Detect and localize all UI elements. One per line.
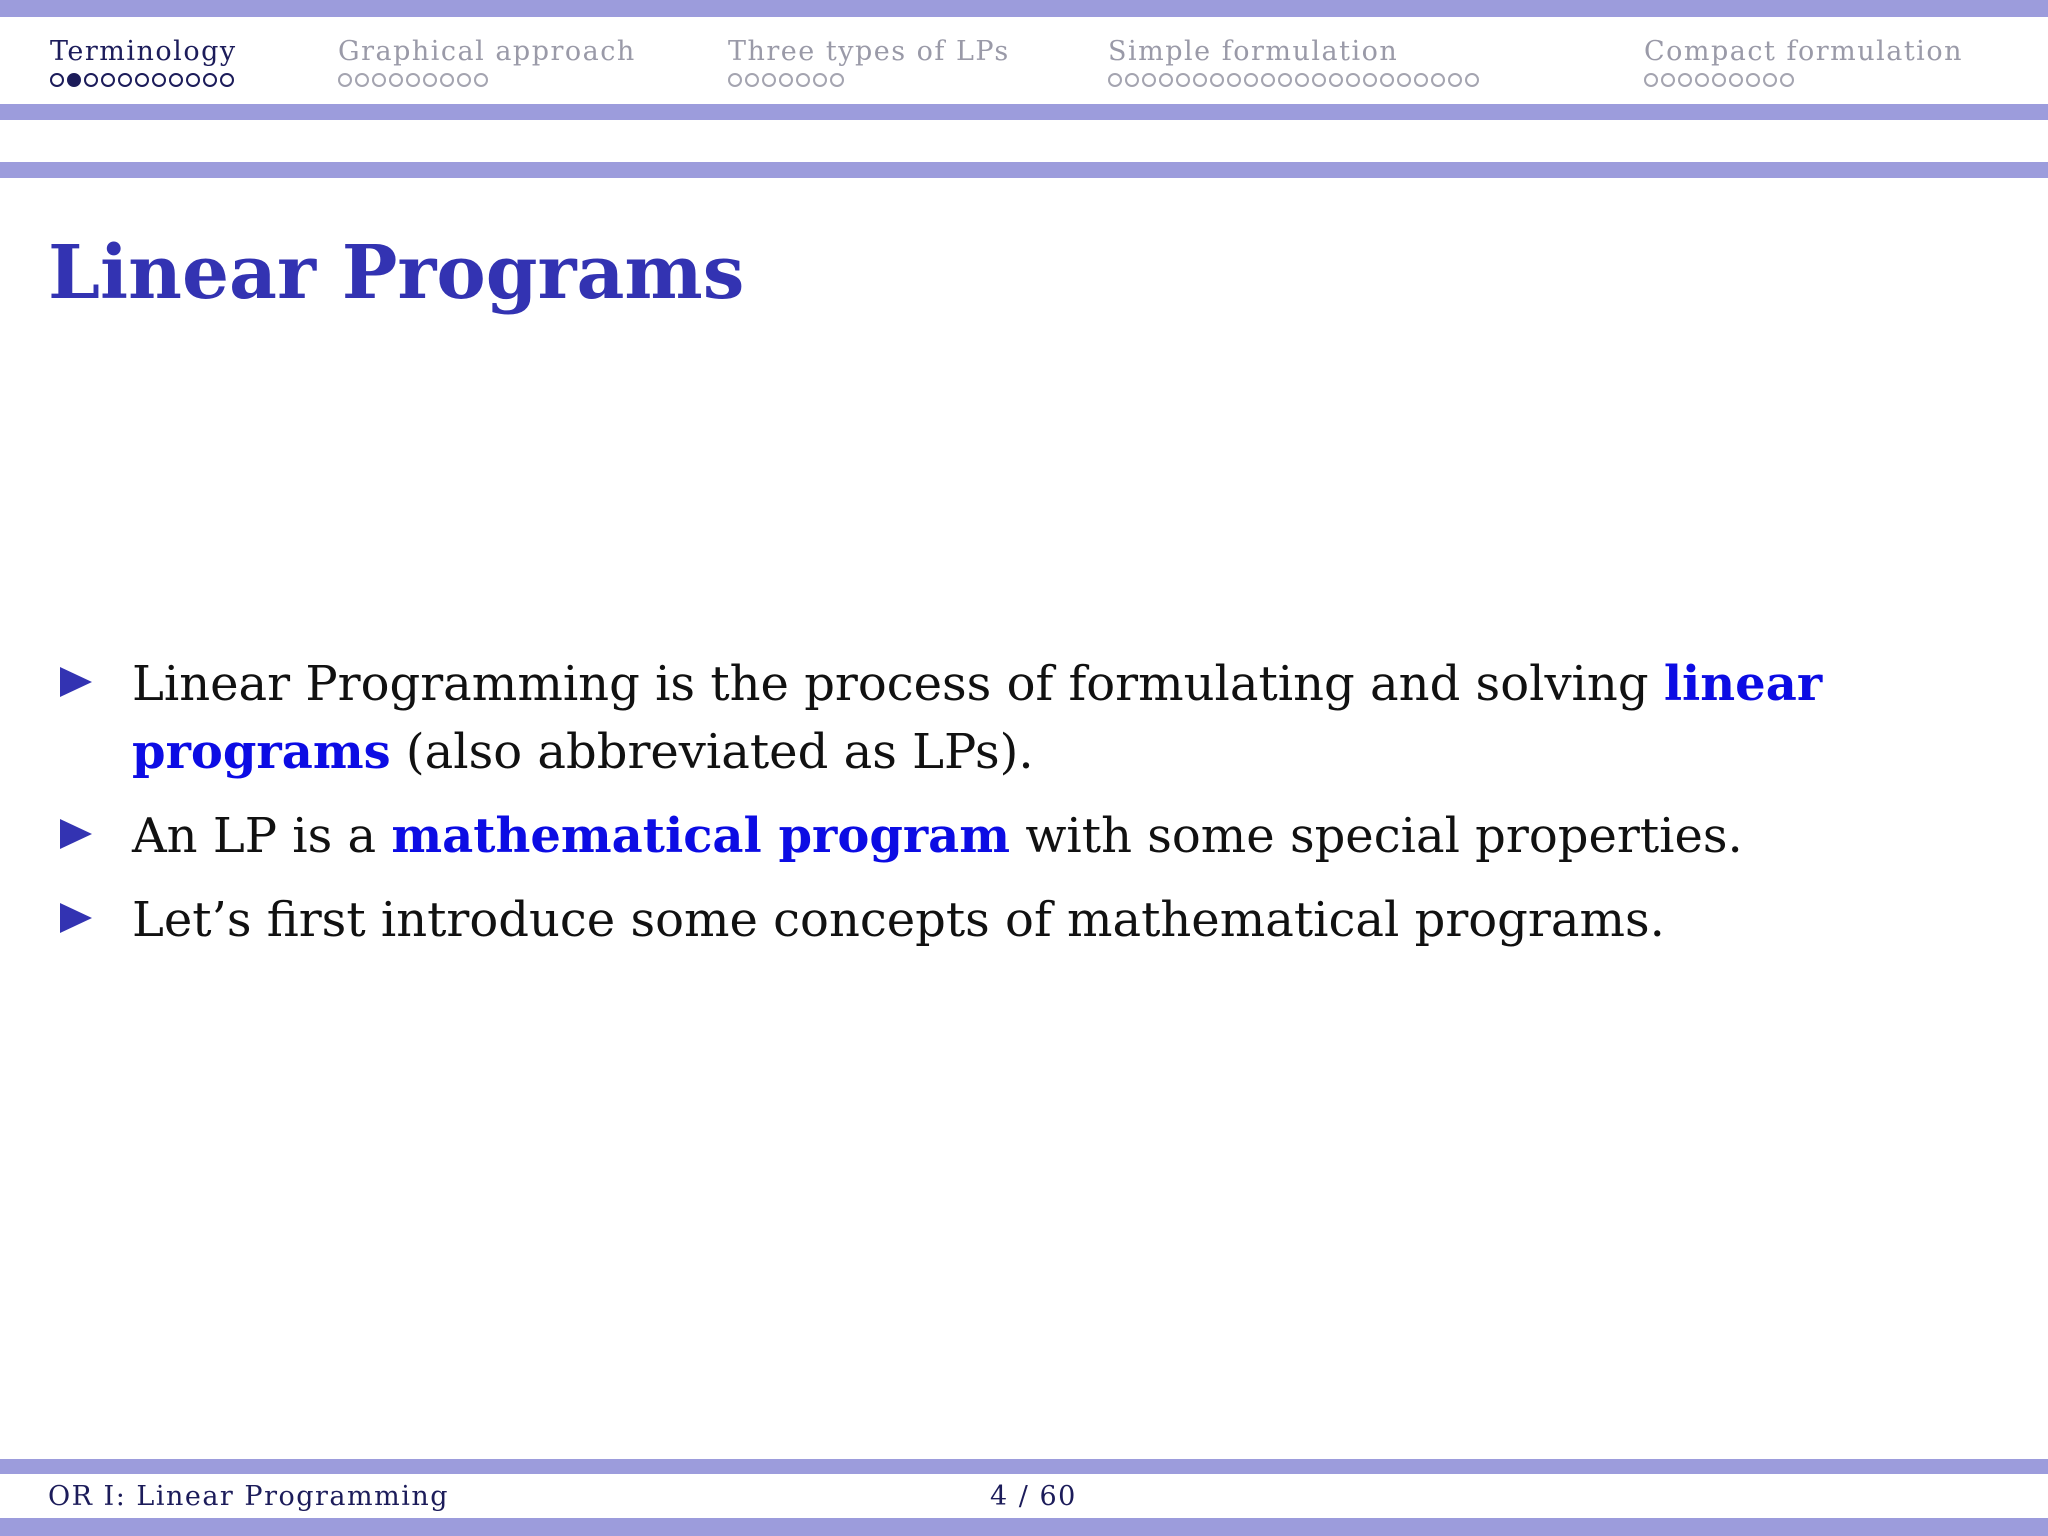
nav-dot[interactable] [118,73,132,87]
bullet-item [60,802,1940,870]
nav-dot[interactable] [338,73,352,87]
nav-dot[interactable] [84,73,98,87]
nav-dot[interactable] [1346,73,1360,87]
section-navigation [0,34,2048,100]
nav-dot[interactable] [1227,73,1241,87]
nav-dot[interactable] [135,73,149,87]
nav-dot[interactable] [372,73,386,87]
triangle-bullet-icon [60,667,92,697]
nav-dot[interactable] [1712,73,1726,87]
nav-dot[interactable] [1380,73,1394,87]
header-top-bar [0,0,2048,17]
nav-section-label[interactable]: Simple formulation [1108,36,1399,67]
nav-dot[interactable] [813,73,827,87]
nav-dot[interactable] [1142,73,1156,87]
footer-page-number: 4 / 60 [990,1481,1077,1512]
bullet-item [60,886,1940,954]
nav-progress-dots [1108,73,1479,93]
nav-dot[interactable] [355,73,369,87]
nav-dot[interactable] [1780,73,1794,87]
header-bottom-bar [0,104,2048,120]
nav-dot[interactable] [1397,73,1411,87]
nav-dot[interactable] [440,73,454,87]
nav-dot[interactable] [474,73,488,87]
nav-dot[interactable] [101,73,115,87]
nav-dot[interactable] [728,73,742,87]
nav-section-label[interactable]: Three types of LPs [728,36,1010,67]
nav-dot[interactable] [1210,73,1224,87]
nav-dot[interactable] [1278,73,1292,87]
nav-section-label[interactable]: Terminology [50,36,237,67]
footer-top-bar [0,1459,2048,1474]
nav-dot[interactable] [50,73,64,87]
nav-dot[interactable] [203,73,217,87]
footer-bottom-bar [0,1518,2048,1536]
nav-progress-dots [50,73,237,93]
nav-dot[interactable] [1465,73,1479,87]
nav-dot[interactable] [1193,73,1207,87]
nav-dot[interactable] [1261,73,1275,87]
nav-section-three-types[interactable] [728,34,1010,93]
nav-progress-dots [1644,73,1963,93]
nav-dot[interactable] [1414,73,1428,87]
nav-section-simple-formulation[interactable] [1108,34,1479,93]
nav-dot[interactable] [1661,73,1675,87]
nav-dot[interactable] [1695,73,1709,87]
nav-dot[interactable] [745,73,759,87]
nav-dot[interactable] [1329,73,1343,87]
bullet-text: (also abbreviated as LPs). [390,724,1034,780]
nav-progress-dots [728,73,1010,93]
nav-dot[interactable] [1295,73,1309,87]
nav-dot[interactable] [1644,73,1658,87]
triangle-bullet-icon [60,819,92,849]
bullet-text: An LP is a [132,808,392,864]
nav-dot[interactable] [1312,73,1326,87]
nav-dot[interactable] [796,73,810,87]
nav-progress-dots [338,73,636,93]
triangle-bullet-icon [60,903,92,933]
nav-dot-current[interactable] [67,73,81,87]
nav-dot[interactable] [779,73,793,87]
nav-section-label[interactable]: Graphical approach [338,36,636,67]
nav-dot[interactable] [1763,73,1777,87]
bullet-text: with some special properties. [1010,808,1743,864]
nav-dot[interactable] [1746,73,1760,87]
nav-dot[interactable] [406,73,420,87]
bullet-text: Linear Programming is the process of formulating and solving [132,656,1664,712]
nav-dot[interactable] [1678,73,1692,87]
nav-dot[interactable] [1729,73,1743,87]
highlighted-term: linear programs [132,656,1823,780]
nav-section-compact-formulation[interactable] [1644,34,1963,93]
nav-dot[interactable] [186,73,200,87]
slide-title: Linear Programs [48,230,745,316]
nav-dot[interactable] [1431,73,1445,87]
nav-section-graphical-approach[interactable] [338,34,636,93]
bullet-item [60,650,1940,786]
nav-section-label[interactable]: Compact formulation [1644,36,1963,67]
highlighted-term: mathematical program [391,808,1011,864]
nav-dot[interactable] [1363,73,1377,87]
nav-dot[interactable] [423,73,437,87]
nav-dot[interactable] [830,73,844,87]
nav-dot[interactable] [389,73,403,87]
nav-dot[interactable] [1108,73,1122,87]
nav-dot[interactable] [1244,73,1258,87]
nav-dot[interactable] [762,73,776,87]
nav-dot[interactable] [1159,73,1173,87]
footer-course-title: OR I: Linear Programming [48,1481,450,1512]
bullet-text: Let’s first introduce some concepts of mathematical programs. [132,892,1665,948]
bullet-list [60,650,1940,970]
title-rule [0,162,2048,178]
nav-dot[interactable] [220,73,234,87]
nav-dot[interactable] [1448,73,1462,87]
nav-dot[interactable] [169,73,183,87]
nav-dot[interactable] [1125,73,1139,87]
nav-dot[interactable] [1176,73,1190,87]
nav-dot[interactable] [457,73,471,87]
nav-section-terminology[interactable] [50,34,237,93]
nav-dot[interactable] [152,73,166,87]
